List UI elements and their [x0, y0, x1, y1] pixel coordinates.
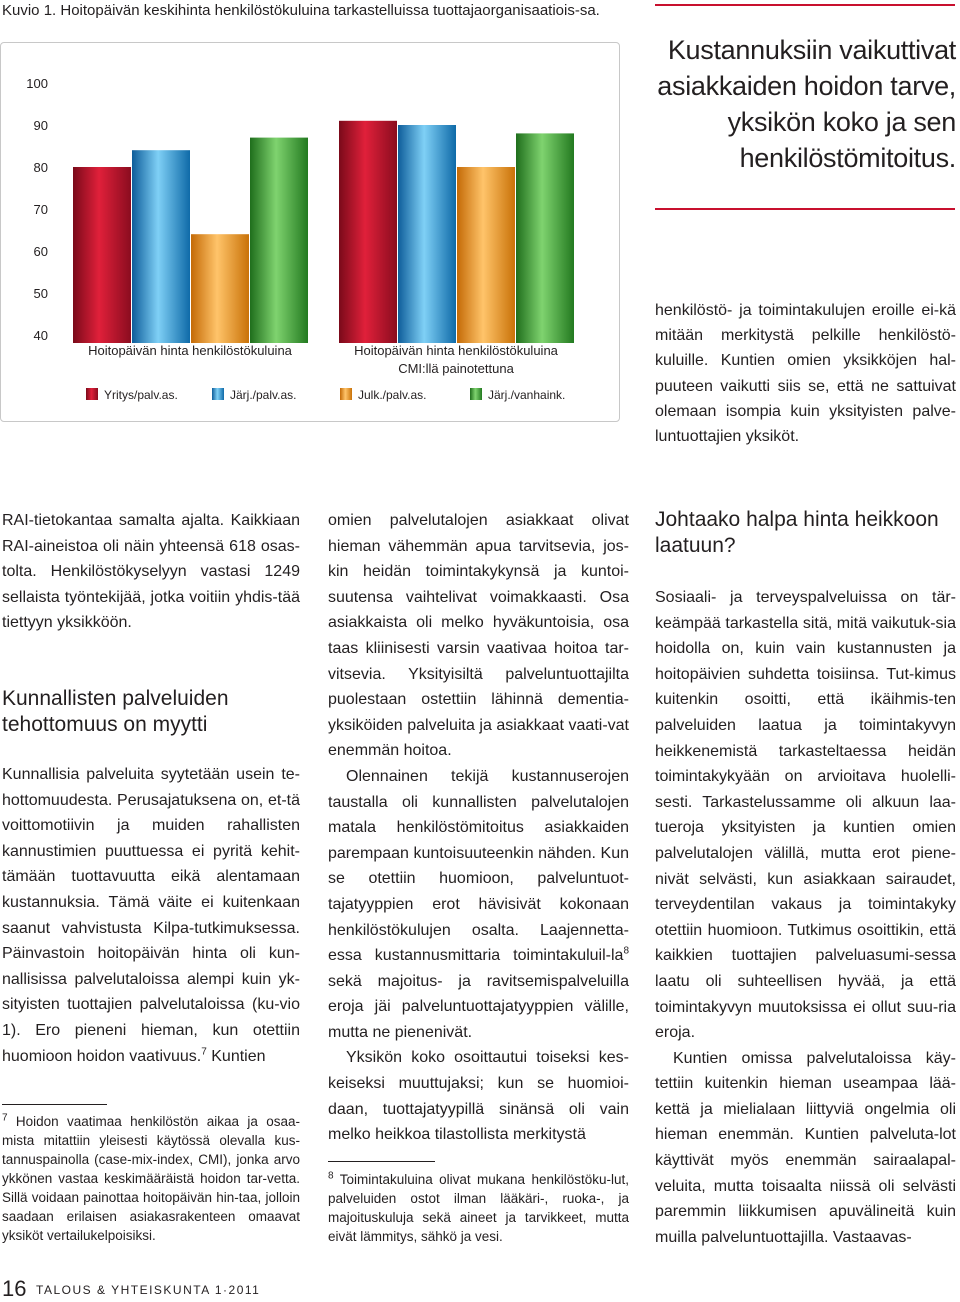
column-2	[328, 508, 629, 1148]
group-label-2: Hoitopäivän hinta henkilöstökuluina	[354, 343, 558, 358]
page-number: 16	[2, 1276, 27, 1301]
footnote-ref-7: 7	[201, 1046, 207, 1058]
col2-paragraph-2: Olennainen tekijä kustannuserojen taustalla oli kunnallisten palvelutalojen matala henkilöstömitoitus asiakkaiden parempaan kuntoisuuteenkin nähden. Kun se otettiin huomioon, palveluntuot-tajatyyppien erot hävisivät kokonaan henkilöstökulujen osalta. Laajennetta-essa kustannusmittaria toimintakuluil-$la^8$ sekä majoitus- ja ravitsemispalveluilla eroja jäi palveluntuottajatyyppien välille, mutta ne pienenivät.	[328, 767, 629, 1041]
bar-1-4	[250, 138, 308, 343]
bar-1-3	[191, 234, 249, 343]
section-heading-laatu: Johtaako halpa hinta heikkoon laatuun?	[655, 508, 939, 557]
col2-paragraph-1: omien palvelutalojen asiakkaat olivat hieman vähemmän apua tarvitsevia, jos-kin heidän toimintakykynsä ja kuntoi-suutensa vaihtelivat voimakkaasti. Osa asiakkaista oli melko hyväkuntoisia, osa taas kliinisesti varsin vaativaa hoitoa tar-vitsevia. Yksityisiltä palveluntuottajilta puolestaan ostettiin lähinnä dementia-yksiköiden palveluita ja asiakkaat vaati-vat enemmän hoitoa.	[328, 512, 629, 760]
footnote-ref-8: 8	[623, 945, 629, 957]
legend-swatch	[212, 388, 224, 400]
pullquote: Kustannuksiin vaikuttivat asiakkaiden hoidon tarve, yksikön koko ja sen henkilöstömitoitus.	[657, 35, 956, 173]
bar-1-1	[73, 167, 131, 343]
footnote-7: $^7$ Hoidon vaatimaa henkilöstön aikaa ja osaa-mista mitattiin yleisesti käytössä olevalla kus-tannuspainolla (case-mix-index, CMI), jonka arvo ykkönen vastaa keskimääräistä hoidon tar-vetta. Sillä voidaan painottaa hoitopäivän hin-taa, jolloin saadaan erilaisen asiakasrakenteen omaavat yksiköt vertailukelpoisiksi.	[2, 1112, 300, 1243]
legend-label: Yritys/palv.as.	[104, 388, 178, 402]
footnote-rule-2	[328, 1161, 435, 1162]
legend-label: Järj./vanhaink.	[488, 388, 566, 402]
col1-paragraph-1: RAI-tietokantaa samalta ajalta. Kaikkiaan RAI-aineistoa oli näin yhteensä 618 osas-tolta. Henkilöstökyselyyn vastasi 1249 sellaista työntekijää, jotka voitiin yhdis-tää tiettyyn yksikköön.	[2, 512, 300, 632]
col3-paragraph-1: Sosiaali- ja terveyspalveluissa on tär-keämpää tarkastella sitä, mitä vaikutuk-sia hoidolla on, kuin vain kustannusten ja hoitopäivien suhdetta toisiinsa. Tut-kimus kuitenkin osoitti, että ikäihmis-ten palveluiden laatua ja toimintakyvyn heikkenemistä tarkasteltaessa heidän toimintakykyään on arvioitava huolelli-sesti. Tarkastelussamme oli alkuun laa-tueroja yksityisten ja kuntien omien palvelutalojen välillä, mutta erot piene-nivät selvästi, kun asiakkaan sairaudet, terveydentilan vakaus ja toimintakyky otettiin huomioon. Tutkimus osoittikin, että kaikkien tuottajien palveluasumi-sessa laatu oli suhteellisen hyvää, ja että toimintakyvyn muutoksissa ei ollut suu-ria eroja.	[655, 589, 956, 1042]
col2-paragraph-3: Yksikön koko osoittautui toiseksi kes-keiseksi muuttujaksi; kun se huomioi-daan, tuottajatyypillä sinänsä oli vain melko heikkoa tilastollista merkitystä	[328, 1049, 629, 1144]
col1-paragraph-2: Kunnallisia palveluita syytetään usein te-hottomuudesta. Perusajatuksena on, et-tä voittomotiivin ja muiden rahallisten kannustimien puuttuessa ei pyritä kehit-tämään tuottavuutta eikä alentamaan kustannuksia. Tämä väite ei kuitenkaan saanut vahvistusta Kilpa-tutkimuksessa. Päinvastoin hoitopäivän hinta oli kun-nallisissa palvelutaloissa alempi kuin yk-sityisten tuottajien palvelutaloissa (ku-vio 1). Ero pieneni hieman, kun otettiin huomioon hoidon vaativuus.$^7$ Kuntien	[2, 766, 300, 1065]
pullquote-bottom-rule	[655, 208, 955, 210]
footnote-8: $^8$ Toimintakuluina olivat mukana henkilöstöku-lut, palveluiden ostot ilman lääkäri-, ruoka-, ja majoituskuluja sekä aineet ja tarvikkeet, mutta eivät lämmitys, sähkö ja vesi.	[328, 1170, 629, 1244]
bar-2-3	[457, 167, 515, 343]
y-tick-label: 50	[33, 286, 48, 301]
col3-paragraph-2: Kuntien omissa palvelutaloissa käy-tettiin kuitenkin hieman useampaa lää-kettä ja mielialaan liittyviä ongelmia oli hieman enemmän. Kuntien palveluta-lot käyttivät myös enemmän sairaalapal-veluita, mutta toisaalta niissä oli selvästi paremmin liikkumisen apuvälineitä kuin muilla palveluntuottajilla. Vastaavas-	[655, 1049, 956, 1246]
group-label-2-line-2: CMI:llä painotettuna	[398, 361, 514, 376]
bar-chart	[0, 42, 620, 422]
legend-label: Järj./palv.as.	[230, 388, 297, 402]
footnote-rule-1	[2, 1104, 107, 1105]
legend-swatch	[470, 388, 482, 400]
y-tick-label: 70	[33, 202, 48, 217]
legend-swatch	[340, 388, 352, 400]
journal-name: TALOUS & YHTEISKUNTA 1·2011	[36, 1283, 261, 1297]
bar-2-4	[516, 133, 574, 343]
section-heading-myytti: Kunnallisten palveluiden tehottomuus on myytti	[2, 687, 229, 736]
column-1	[2, 508, 300, 636]
legend-swatch	[86, 388, 98, 400]
y-tick-label: 80	[33, 160, 48, 175]
y-tick-label: 40	[33, 328, 48, 343]
bar-1-2	[132, 150, 190, 343]
right-top-paragraph: henkilöstö- ja toimintakulujen eroille ei-kä mitään merkitystä pelkille henkilöstö-kuluille. Kuntien omien yksikköjen hal-puuteen vaikutti siis se, että ne sattuivat olemaan isompia kuin yksityisten palve-luntuottajien yksiköt.	[655, 302, 956, 446]
y-tick-label: 90	[33, 118, 48, 133]
y-tick-label: 60	[33, 244, 48, 259]
figure-caption: Kuvio 1. Hoitopäivän keskihinta henkilöstökuluina tarkastelluissa tuottajaorganisaatiois-sa.	[2, 2, 600, 19]
y-tick-label: 100	[26, 76, 48, 91]
bar-2-2	[398, 125, 456, 343]
column-3	[655, 585, 956, 1250]
bar-2-1	[339, 121, 397, 343]
group-label-1: Hoitopäivän hinta henkilöstökuluina	[88, 343, 292, 358]
pullquote-top-rule	[655, 4, 955, 6]
legend-label: Julk./palv.as.	[358, 388, 427, 402]
column-1-body	[2, 762, 300, 1069]
